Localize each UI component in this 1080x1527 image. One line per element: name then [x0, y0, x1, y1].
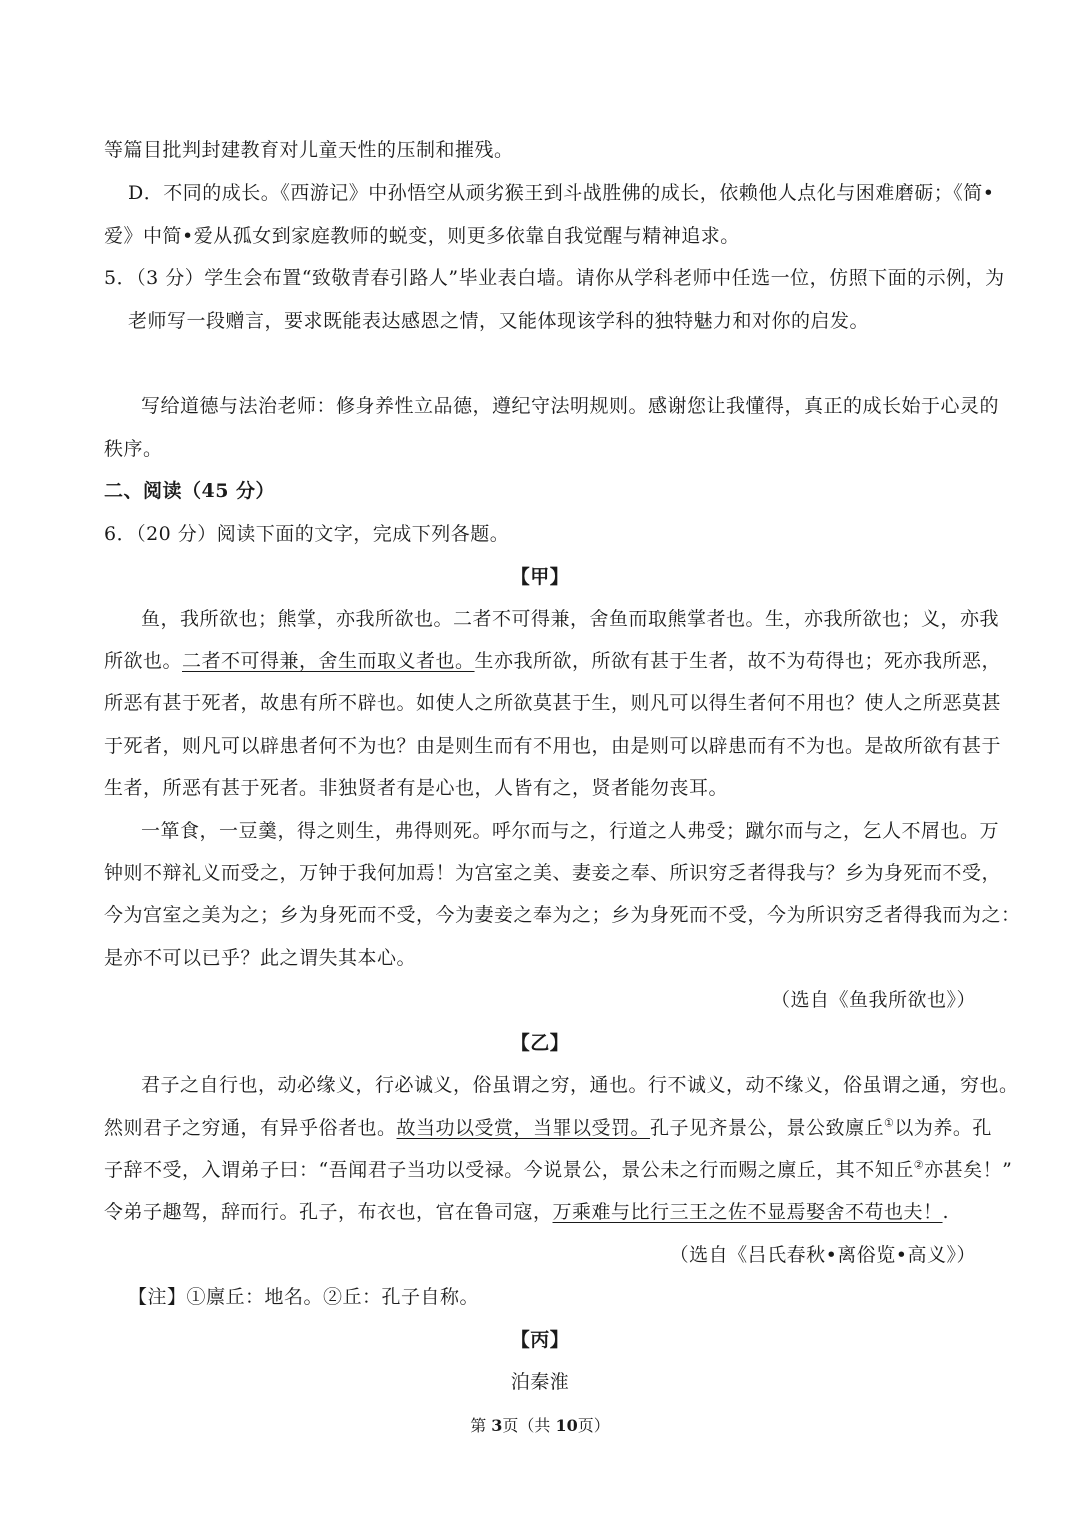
text-segment: 生亦我所欲，所欲有甚于生者，故不为苟得也；死亦我所恶，	[474, 650, 1002, 672]
underlined-sentence: 故当功以受赏，当罪以受罚。	[396, 1117, 651, 1139]
passage-line: 是亦不可以已乎？此之谓失其本心。	[104, 947, 417, 969]
option-d-line: D．不同的成长。《西游记》中孙悟空从顽劣猴王到斗战胜佛的成长，依赖他人点化与困难磨砺；《简•	[128, 182, 995, 204]
passage-line: 君子之自行也，动必缘义，行必诚义，俗虽谓之穷，通也。行不诚义，动不缘义，俗虽谓之通，穷也。	[141, 1074, 1019, 1096]
passage-line: 于死者，则凡可以辟患者何不为也？由是则生而有不用也，由是则可以辟患而有不为也。是故所欲有甚于	[104, 735, 1002, 757]
poem-title: 泊秦淮	[510, 1371, 570, 1393]
text-segment: 子辞不受，入谓弟子曰：“吾闻君子当功以受禄。今说景公，景公未之行而赐之廪丘，其不知丘	[104, 1159, 914, 1181]
source-citation: （选自《吕氏春秋•离俗览•高义》）	[669, 1244, 976, 1266]
source-citation: （选自《鱼我所欲也》）	[770, 989, 976, 1011]
text-segment: 亦甚矣！”	[924, 1159, 1013, 1181]
underlined-sentence: 二者不可得兼，舍生而取义者也。	[182, 650, 475, 672]
passage-line	[104, 1158, 1013, 1182]
footer-text: 页）	[577, 1416, 610, 1435]
page-number: 3	[491, 1416, 503, 1435]
underlined-sentence: 万乘难与比行三王之佐不显焉娶舍不苟也夫！	[552, 1201, 943, 1223]
passage-bing-label: 【丙】	[510, 1329, 570, 1351]
text-line: 等篇目批判封建教育对儿童天性的压制和摧残。	[104, 139, 514, 161]
footer-text: 页（共	[502, 1416, 556, 1435]
passage-line	[104, 1116, 992, 1140]
total-pages: 10	[555, 1416, 578, 1435]
passage-line: 钟则不辩礼义而受之，万钟于我何加焉！为宫室之美、妻妾之奉、所识穷乏者得我与？乡为身死而不受，	[104, 862, 1002, 884]
question-5: 5．（3 分）学生会布置“致敬青春引路人”毕业表白墙。请你从学科老师中任选一位，仿照下面的示例，为	[104, 267, 1005, 289]
passage-line: 所恶有甚于死者，故患有所不辟也。如使人之所欲莫甚于生，则凡可以得生者何不用也？使人之所恶莫甚	[104, 692, 1002, 714]
text-segment: 孔子见齐景公，景公致廪丘	[650, 1117, 885, 1139]
text-segment: 令弟子趣驾，辞而行。孔子，布衣也，官在鲁司寇，	[104, 1201, 553, 1223]
example-line: 秩序。	[104, 438, 163, 460]
passage-line: 今为宫室之美为之；乡为身死而不受，今为妻妾之奉为之；乡为身死而不受，今为所识穷乏者得我而为之：	[104, 904, 1021, 926]
passage-line: 鱼，我所欲也；熊掌，亦我所欲也。二者不可得兼，舍鱼而取熊掌者也。生，亦我所欲也；义，亦我	[141, 608, 1000, 630]
example-line: 写给道德与法治老师：修身养性立品德，遵纪守法明规则。感谢您让我懂得，真正的成长始于心灵的	[141, 395, 1000, 417]
text-segment: 以为养。孔	[894, 1117, 992, 1139]
passage-line	[104, 649, 1002, 673]
text-segment: .	[942, 1201, 950, 1223]
footnote-marker: ②	[913, 1158, 925, 1172]
passage-line: 一箪食，一豆羹，得之则生，弗得则死。呼尔而与之，行道之人弗受；蹴尔而与之，乞人不屑也。万	[141, 820, 1000, 842]
text-line: 爱》中简•爱从孤女到家庭教师的蜕变，则更多依靠自我觉醒与精神追求。	[104, 225, 740, 247]
passage-yi-label: 【乙】	[510, 1032, 570, 1054]
section-heading: 二、阅读（45 分）	[104, 480, 276, 502]
footnote: 【注】①廪丘：地名。②丘：孔子自称。	[128, 1286, 480, 1308]
page-footer	[0, 1416, 1080, 1436]
passage-jia-label: 【甲】	[510, 566, 570, 588]
text-segment: 所欲也。	[104, 650, 183, 672]
text-segment: 然则君子之穷通，有异乎俗者也。	[104, 1117, 397, 1139]
passage-line: 生者，所恶有甚于死者。非独贤者有是心也，人皆有之，贤者能勿丧耳。	[104, 777, 729, 799]
question-6: 6．（20 分）阅读下面的文字，完成下列各题。	[104, 523, 510, 545]
footnote-marker: ①	[884, 1116, 895, 1130]
question-5-cont: 老师写一段赠言，要求既能表达感恩之情，又能体现该学科的独特魅力和对你的启发。	[128, 310, 870, 332]
passage-line	[104, 1200, 984, 1224]
footer-text: 第	[470, 1416, 492, 1435]
